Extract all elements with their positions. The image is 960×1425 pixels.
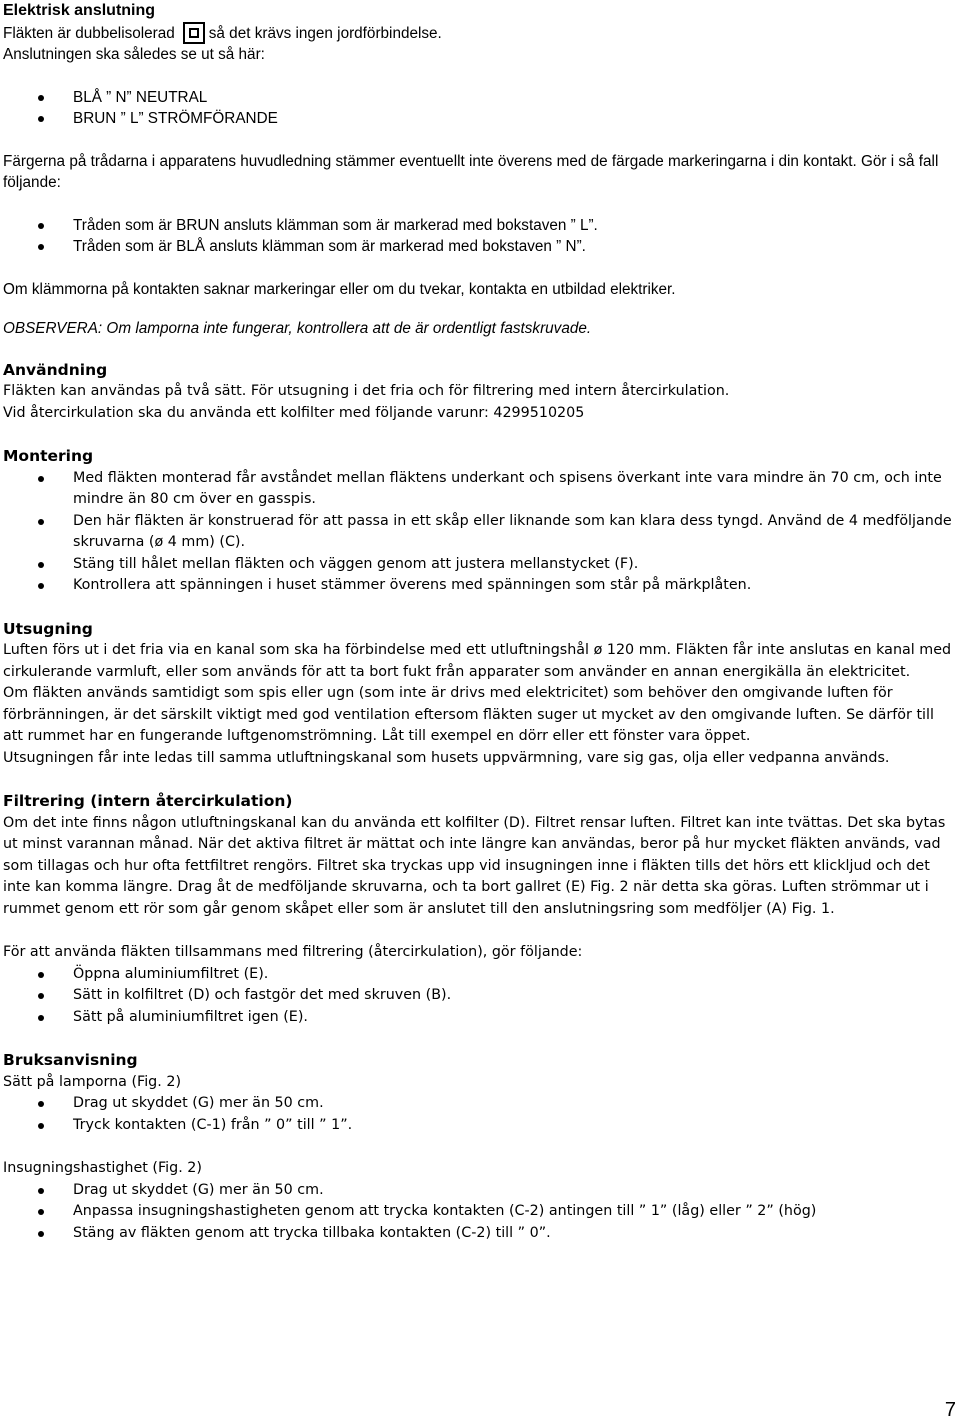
list-item: Den här fläkten är konstruerad för att passa in ett skåp eller liknande som kan klara dess tyngd. Använd de 4 medföljande skruvarna (ø 4 mm) (C). [3, 511, 958, 554]
wire-list [3, 87, 958, 130]
double-insulation-text: Fläkten är dubbelisolerad [3, 24, 175, 42]
exhaust-paragraph: Om fläkten används samtidigt som spis eller ugn (som inte är drivs med elektricitet) som behöver den omgivande luften för förbränningen, är det särskilt viktigt med god ventilation eftersom fläkten suger ut mycket av den omgivande luften. Se därför till att rummet har en fungerande luftgenomströmning. Låt till exempel en dörr eller ett fönster vara öppet. [3, 685, 934, 744]
list-item: Tråden som är BLÅ ansluts klämman som är markerad med bokstaven ” N”. [3, 236, 958, 258]
list-item: Tryck kontakten (C-1) från ” 0” till ” 1”. [3, 1115, 958, 1137]
list-item: Kontrollera att spänningen i huset stämmer överens med spänningen som står på märkplåten. [3, 575, 958, 597]
list-item: Sätt in kolfiltret (D) och fastgör det med skruven (B). [3, 985, 958, 1007]
double-insulation-symbol-icon [183, 22, 205, 44]
filtering-paragraph: Om det inte finns någon utluftningskanal kan du använda ett kolfilter (D). Filtret rensar luften. Filtret kan inte tvättas. Det ska bytas ut minst varannan månad. När det aktiva filtret är mättat och inte längre kan användas, beror på hur mycket fläkten används, vad som tillagas och hur ofta fettfiltret rengörs. Filtret ska tryckas upp vid insugningen inne i fläkten tills det hörs ett klickljud och det inte kan komma längre. Drag åt de medföljande skruvarna, och ta bort gallret (E) Fig. 2 när detta ska göras. Luften strömmar ut i rummet genom ett rör som går genom skåpet eller som är anslutet till den anslutningsring som medföljer (A) Fig. 1. [3, 814, 946, 917]
list-item: Tråden som är BRUN ansluts klämman som är markerad med bokstaven ” L”. [3, 215, 958, 237]
list-item: Stäng till hålet mellan fläkten och väggen genom att justera mellanstycket (F). [3, 554, 958, 576]
page-number: 7 [944, 1399, 956, 1421]
no-marking-note: Om klämmorna på kontakten saknar markeringar eller om du tvekar, kontakta en utbildad elektriker. [3, 280, 676, 298]
filtering-intro: För att använda fläkten tillsammans med filtrering (återcirkulation), gör följande: [3, 944, 583, 960]
double-insulation-line [3, 22, 958, 45]
exhaust-heading: Utsugning [3, 619, 93, 638]
list-item: Anpassa insugningshastigheten genom att trycka kontakten (C-2) antingen till ” 1” (låg) eller ” 2” (hög) [3, 1201, 958, 1223]
filtering-heading: Filtrering (intern återcirkulation) [3, 792, 293, 810]
exhaust-paragraph: Utsugningen får inte ledas till samma utluftningskanal som husets uppvärmning, vare sig gas, olja eller vedpanna används. [3, 749, 890, 766]
lamp-intro: Sätt på lamporna (Fig. 2) [3, 1073, 182, 1090]
mounting-list [3, 468, 958, 597]
list-item: Med fläkten monterad får avståndet mellan fläktens underkant och spisens överkant inte vara mindre än 70 cm, och inte mindre än 80 cm över en gasspis. [3, 468, 958, 511]
colors-note: Färgerna på trådarna i apparatens huvudledning stämmer eventuellt inte överens med de färgade markeringarna i din kontakt. Gör i så fall följande: [3, 152, 939, 191]
wire-steps [3, 215, 958, 258]
speed-intro: Insugningshastighet (Fig. 2) [3, 1160, 202, 1176]
usage-line: Fläkten kan användas på två sätt. För utsugning i det fria och för filtrering med intern återcirkulation. [3, 383, 730, 399]
list-item: Sätt på aluminiumfiltret igen (E). [3, 1007, 958, 1029]
list-item: BRUN ” L” STRÖMFÖRANDE [3, 108, 958, 130]
lamp-steps [3, 1093, 958, 1136]
instructions-heading: Bruksanvisning [3, 1051, 138, 1069]
document-page [3, 0, 958, 1244]
speed-steps [3, 1180, 958, 1245]
list-item: Drag ut skyddet (G) mer än 50 cm. [3, 1093, 958, 1115]
mounting-heading: Montering [3, 447, 94, 465]
connection-intro: Anslutningen ska således se ut så här: [3, 46, 265, 63]
electrical-heading: Elektrisk anslutning [3, 2, 156, 19]
warning-note: OBSERVERA: Om lamporna inte fungerar, kontrollera att de är ordentligt fastskruvade. [3, 320, 592, 337]
list-item: Stäng av fläkten genom att trycka tillbaka kontakten (C-2) till ” 0”. [3, 1223, 958, 1245]
list-item: Öppna aluminiumfiltret (E). [3, 964, 958, 986]
usage-filter-line: Vid återcirkulation ska du använda ett kolfilter med följande varunr: 4299510205 [3, 404, 585, 421]
filtering-steps [3, 964, 958, 1029]
exhaust-paragraph: Luften förs ut i det fria via en kanal som ska ha förbindelse med ett utluftningshål ø 120 mm. Fläkten får inte anslutas en kanal med cirkulerande varmluft, eller som används för att ta bort fukt från apparater som använder en annan energikälla än elektricitet. [3, 642, 952, 680]
no-ground-text: så det krävs ingen jordförbindelse. [208, 24, 442, 42]
list-item: BLÅ ” N” NEUTRAL [3, 87, 958, 109]
usage-heading: Användning [3, 360, 108, 379]
list-item: Drag ut skyddet (G) mer än 50 cm. [3, 1180, 958, 1202]
